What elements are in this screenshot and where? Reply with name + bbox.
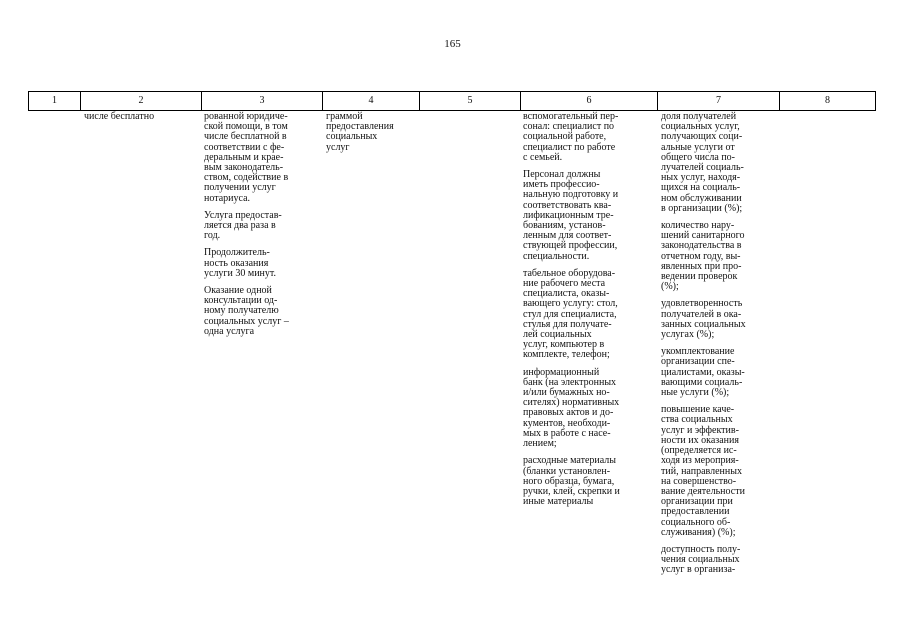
- header-cell-6: 6: [520, 92, 657, 110]
- text-line: социальных услуг –: [204, 315, 289, 327]
- text-line: лификационным тре-: [523, 209, 614, 221]
- text-line: деральным и крае-: [204, 151, 284, 163]
- text-line: консультации од-: [204, 295, 278, 307]
- text-line: ного образца, бумага,: [523, 475, 615, 487]
- text-line: стулья для получате-: [523, 318, 612, 330]
- text-line: социальных услуг,: [661, 121, 740, 133]
- page-number: 165: [444, 38, 461, 50]
- text-line: граммой: [326, 111, 363, 122]
- text-line: (бланки установлен-: [523, 465, 611, 477]
- column-6-text: [523, 112, 653, 514]
- column-3-text: [204, 112, 319, 344]
- text-line: соответствии с фе-: [204, 141, 285, 153]
- text-line: ходя из мероприя-: [661, 455, 739, 467]
- text-line: предоставления: [326, 121, 394, 133]
- header-cell-7: 7: [657, 92, 779, 110]
- text-line: специалист по работе: [523, 141, 616, 153]
- text-line: социального об-: [661, 516, 731, 528]
- text-line: ность оказания: [204, 257, 269, 269]
- text-line: Продолжитель-: [204, 247, 270, 259]
- text-line: циалистами, оказы-: [661, 366, 745, 378]
- text-line: получающих соци-: [661, 131, 743, 143]
- text-line: специальности.: [523, 250, 590, 262]
- text-line: общего числа по-: [661, 151, 736, 163]
- text-line: ные услуги (%);: [661, 387, 730, 399]
- text-line: явленных при про-: [661, 260, 742, 272]
- header-cell-2: 2: [80, 92, 201, 110]
- text-line: ному получателю: [204, 305, 279, 317]
- paragraph: [204, 211, 319, 242]
- paragraph: [523, 269, 653, 361]
- text-line: законодательства в: [661, 240, 742, 252]
- text-line: одна услуга: [204, 325, 255, 337]
- text-line: правовых актов и до-: [523, 407, 614, 419]
- text-line: щихся на социаль-: [661, 182, 741, 194]
- text-line: ства социальных: [661, 414, 733, 426]
- text-line: специалиста, оказы-: [523, 288, 610, 300]
- text-line: на совершенство-: [661, 475, 737, 487]
- text-line: (%);: [661, 281, 679, 293]
- column-4-text: [326, 112, 416, 153]
- paragraph: [661, 347, 777, 398]
- text-line: услугах (%);: [661, 329, 715, 341]
- paragraph: [661, 405, 777, 538]
- text-line: социальных: [326, 131, 378, 143]
- header-cell-1: 1: [52, 95, 57, 106]
- text-line: служивания) (%);: [661, 526, 736, 538]
- text-line: кументов, необходи-: [523, 417, 611, 429]
- text-line: тий, направленных: [661, 465, 742, 477]
- text-line: ведении проверок: [661, 271, 738, 283]
- paragraph: [204, 248, 319, 279]
- text-line: доступность полу-: [661, 543, 741, 555]
- text-line: вспомогательный пер-: [523, 111, 619, 122]
- text-line: числе бесплатной в: [204, 131, 287, 143]
- text-line: год.: [204, 230, 221, 242]
- text-line: ствующей профессии,: [523, 240, 618, 252]
- text-line: альные услуги от: [661, 141, 735, 153]
- text-line: услуги 30 минут.: [204, 267, 277, 279]
- text-line: доля получателей: [661, 111, 737, 122]
- paragraph: [204, 286, 319, 337]
- text-line: занных социальных: [661, 318, 746, 330]
- text-line: банк (на электронных: [523, 376, 617, 388]
- text-line: вание деятельности: [661, 485, 745, 497]
- text-line: сонал: специалист по: [523, 121, 615, 133]
- text-line: Оказание одной: [204, 285, 272, 297]
- column-7-text: [661, 112, 777, 583]
- text-line: социальной работе,: [523, 131, 607, 143]
- paragraph: [523, 170, 653, 262]
- text-line: ской помощи, в том: [204, 121, 288, 133]
- text-line: количество нару-: [661, 220, 735, 232]
- table-header-row: [28, 91, 876, 111]
- header-cell-5: 5: [419, 92, 520, 110]
- text-line: иные материалы: [523, 496, 594, 508]
- paragraph: [661, 112, 777, 214]
- text-line: вающими социаль-: [661, 376, 743, 388]
- text-line: ручки, клей, скрепки и: [523, 485, 620, 497]
- text-line: бованиям, установ-: [523, 220, 606, 232]
- paragraph: [661, 299, 777, 340]
- text-line: ных услуг, находя-: [661, 172, 741, 184]
- paragraph: [523, 456, 653, 507]
- text-line: услуг: [326, 141, 350, 153]
- text-line: ством, содействие в: [204, 172, 289, 184]
- text-line: шений санитарного: [661, 230, 745, 242]
- text-line: сителях) нормативных: [523, 397, 620, 409]
- text-line: Услуга предостав-: [204, 209, 282, 221]
- column-2-text: числе бесплатно: [84, 111, 155, 122]
- text-line: с семьей.: [523, 151, 563, 163]
- header-cell-4: 4: [322, 92, 419, 110]
- text-line: ленным для соответ-: [523, 230, 612, 242]
- text-line: расходные материалы: [523, 455, 617, 467]
- text-line: услуг в организа-: [661, 564, 736, 576]
- paragraph: [523, 112, 653, 163]
- text-line: (определяется ис-: [661, 445, 737, 457]
- text-line: повышение каче-: [661, 404, 735, 416]
- header-cell-3: 3: [201, 92, 322, 110]
- text-line: лучателей социаль-: [661, 162, 744, 174]
- text-line: ние рабочего места: [523, 278, 606, 290]
- text-line: нотариуса.: [204, 192, 251, 204]
- text-line: организации спе-: [661, 356, 735, 368]
- text-line: Персонал должны: [523, 169, 601, 181]
- text-line: вающего услугу: стол,: [523, 298, 618, 310]
- text-line: рованной юридиче-: [204, 111, 288, 122]
- text-line: услуг, компьютер в: [523, 339, 605, 351]
- text-line: стул для специалиста,: [523, 308, 617, 320]
- paragraph: [523, 368, 653, 450]
- text-line: табельное оборудова-: [523, 267, 616, 279]
- text-line: мых в работе с насе-: [523, 427, 611, 439]
- text-line: вым законодатель-: [204, 162, 284, 174]
- text-line: ляется два раза в: [204, 220, 276, 232]
- text-line: в организации (%);: [661, 202, 743, 214]
- text-line: ности их оказания: [661, 434, 739, 446]
- text-line: ном обслуживании: [661, 192, 742, 204]
- paragraph: [661, 221, 777, 292]
- text-line: получателей в ока-: [661, 308, 742, 320]
- text-line: информационный: [523, 366, 600, 378]
- text-line: лением;: [523, 438, 557, 450]
- text-line: организации при: [661, 496, 733, 508]
- paragraph: [661, 545, 777, 576]
- text-line: иметь профессио-: [523, 179, 600, 191]
- text-line: удовлетворенность: [661, 298, 743, 310]
- text-line: отчетном году, вы-: [661, 250, 741, 262]
- text-line: предоставлении: [661, 506, 730, 518]
- text-line: лей социальных: [523, 329, 592, 341]
- text-line: соответствовать ква-: [523, 199, 612, 211]
- text-line: и/или бумажных но-: [523, 387, 610, 399]
- text-line: получении услуг: [204, 182, 276, 194]
- text-line: нальную подготовку и: [523, 189, 619, 201]
- header-cell-8: 8: [779, 92, 875, 110]
- text-line: чения социальных: [661, 554, 740, 566]
- text-line: комплекте, телефон;: [523, 349, 610, 361]
- text-line: укомплектование: [661, 346, 735, 358]
- paragraph: [204, 112, 319, 204]
- text-line: услуг и эффектив-: [661, 424, 739, 436]
